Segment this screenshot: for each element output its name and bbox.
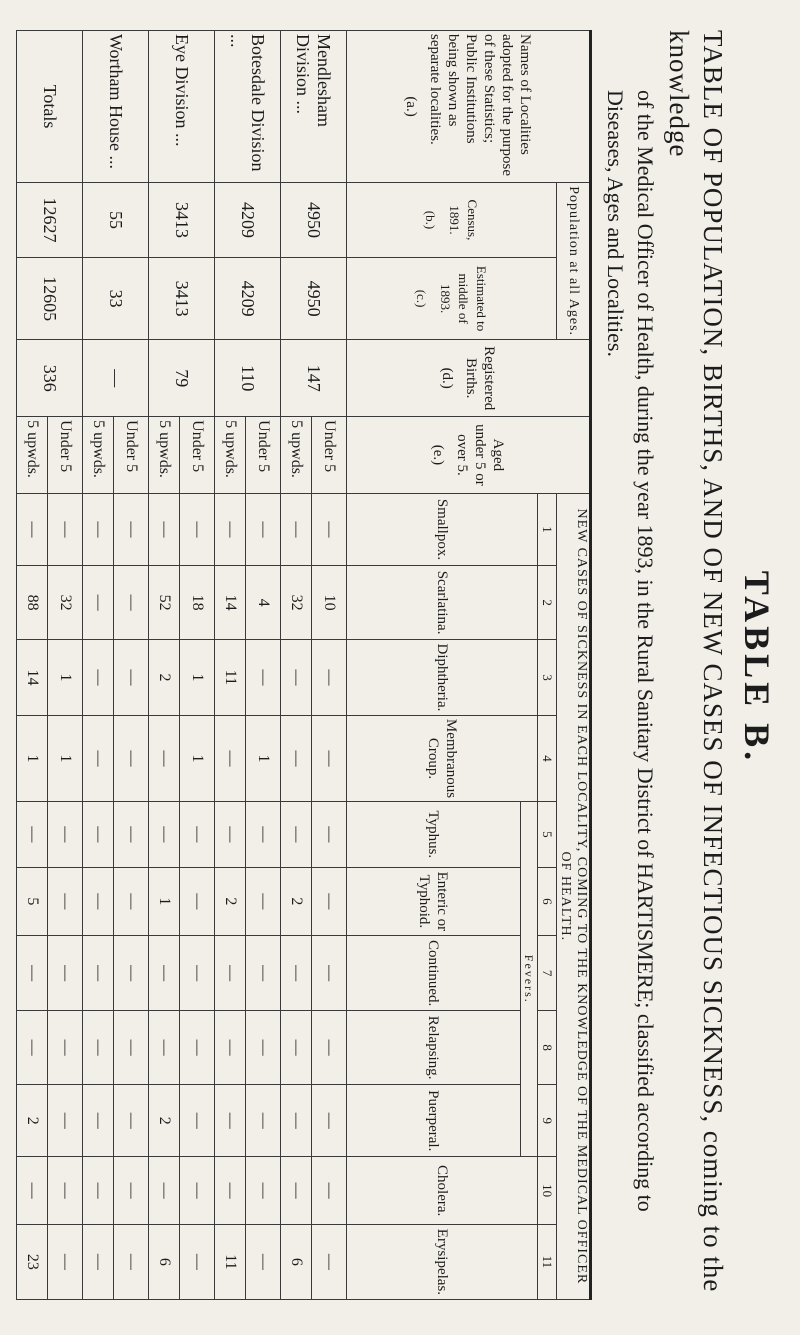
case-count: — [83, 867, 114, 936]
column-number: 8 [538, 1011, 557, 1085]
case-count: 1 [17, 715, 48, 801]
case-count: 2 [215, 867, 246, 936]
case-count: 6 [281, 1224, 312, 1299]
header-census [347, 183, 557, 258]
case-count: 1 [48, 715, 83, 801]
header-letter-a: (a.) [403, 96, 419, 117]
header-aged [347, 417, 591, 494]
births-value: — [83, 340, 149, 417]
case-count: — [17, 802, 48, 868]
case-count: — [215, 493, 246, 566]
case-count: — [312, 493, 347, 566]
estimated-value: 12605 [17, 257, 83, 339]
case-count: — [246, 639, 281, 715]
case-count: — [114, 867, 149, 936]
header-disease: Puerperal. [347, 1084, 521, 1156]
case-count: 11 [215, 1224, 246, 1299]
case-count: — [114, 1224, 149, 1299]
case-count: — [180, 1224, 215, 1299]
table-subtitle-2: Diseases, Ages and Localities. [603, 90, 628, 357]
case-count: — [246, 1011, 281, 1085]
case-count: — [149, 715, 180, 801]
case-count: 1 [149, 867, 180, 936]
table-subtitle: of the Medical Officer of Health, during the year 1893, in the Rural Sanitary District of HARTISMERE; classified according to [633, 90, 658, 1212]
case-count: — [312, 867, 347, 936]
case-count: 11 [215, 639, 246, 715]
case-count: 14 [17, 639, 48, 715]
header-disease: Erysipelas. [347, 1224, 538, 1299]
case-count: — [114, 566, 149, 640]
case-count: — [312, 1157, 347, 1224]
age-label-over: 5 upwds. [83, 417, 114, 494]
case-count: 52 [149, 566, 180, 640]
case-count: — [180, 1157, 215, 1224]
estimated-value: 3413 [149, 257, 215, 339]
case-count: — [246, 936, 281, 1011]
header-letter-d: (d.) [439, 367, 455, 389]
age-label-over: 5 upwds. [149, 417, 180, 494]
age-label-under: Under 5 [114, 417, 149, 494]
locality-name: Mendlesham Division ... [281, 31, 347, 183]
header-aged-text: Aged under 5 or over 5. [454, 424, 506, 486]
case-count: — [48, 936, 83, 1011]
census-value: 4950 [281, 183, 347, 258]
case-count: — [215, 936, 246, 1011]
case-count: — [246, 802, 281, 868]
case-count: — [17, 1011, 48, 1085]
estimated-value: 4950 [281, 257, 347, 339]
case-count: — [48, 1011, 83, 1085]
case-count: — [281, 493, 312, 566]
column-number: 1 [538, 493, 557, 566]
births-value: 336 [17, 340, 83, 417]
case-count: — [312, 639, 347, 715]
header-letter-e: (e.) [430, 444, 446, 466]
case-count: — [312, 802, 347, 868]
case-count: — [83, 566, 114, 640]
case-count: 1 [180, 715, 215, 801]
case-count: — [114, 802, 149, 868]
age-label-over: 5 upwds. [215, 417, 246, 494]
header-census-text: Census, 1891. [447, 199, 481, 241]
case-count: — [149, 493, 180, 566]
case-count: — [180, 1084, 215, 1156]
age-label-over: 5 upwds. [17, 417, 48, 494]
case-count: 32 [48, 566, 83, 640]
header-births-text: Registered Births. [463, 346, 497, 411]
case-count: — [48, 1224, 83, 1299]
case-count: 1 [180, 639, 215, 715]
header-estimated-text: Estimated to middle of 1893. [438, 265, 490, 332]
census-value: 3413 [149, 183, 215, 258]
header-letter-b: (b.) [423, 210, 439, 230]
case-count: 2 [17, 1084, 48, 1156]
case-count: — [281, 1011, 312, 1085]
case-count: — [246, 1084, 281, 1156]
header-letter-c: (c.) [414, 289, 430, 308]
case-count: — [215, 802, 246, 868]
case-count: — [215, 1157, 246, 1224]
case-count: — [48, 1157, 83, 1224]
case-count: — [246, 1157, 281, 1224]
case-count: — [48, 867, 83, 936]
header-disease: Scarlatina. [347, 566, 538, 640]
case-count: — [114, 936, 149, 1011]
header-disease: Relapsing. [347, 1011, 521, 1085]
case-count: 14 [215, 566, 246, 640]
case-count: — [312, 1224, 347, 1299]
case-count: — [180, 1011, 215, 1085]
case-count: — [83, 1157, 114, 1224]
case-count: — [312, 936, 347, 1011]
header-disease: Cholera. [347, 1157, 538, 1224]
census-value: 55 [83, 183, 149, 258]
age-label-under: Under 5 [246, 417, 281, 494]
case-count: 1 [246, 715, 281, 801]
case-count: — [149, 1011, 180, 1085]
case-count: — [17, 936, 48, 1011]
case-count: — [180, 802, 215, 868]
column-number: 4 [538, 715, 557, 801]
case-count: — [246, 493, 281, 566]
case-count: 6 [149, 1224, 180, 1299]
case-count: — [246, 867, 281, 936]
header-sickness-banner: NEW CASES OF SICKNESS IN EACH LOCALITY, COMING TO THE KNOWLEDGE OF THE MEDICAL OFFICER OF HEALTH. [557, 493, 591, 1299]
case-count: — [83, 1224, 114, 1299]
case-count: 88 [17, 566, 48, 640]
column-number: 7 [538, 936, 557, 1011]
case-count: — [149, 802, 180, 868]
case-count: — [180, 493, 215, 566]
header-births [347, 340, 591, 417]
case-count: — [312, 715, 347, 801]
case-count: — [149, 936, 180, 1011]
estimated-value: 4209 [215, 257, 281, 339]
header-estimated [347, 257, 557, 339]
table-label: TABLE B. [737, 570, 777, 765]
case-count: — [17, 493, 48, 566]
column-number: 3 [538, 639, 557, 715]
column-number: 11 [538, 1224, 557, 1299]
case-count: — [281, 715, 312, 801]
case-count: — [83, 802, 114, 868]
case-count: — [114, 493, 149, 566]
case-count: 4 [246, 566, 281, 640]
case-count: 10 [312, 566, 347, 640]
case-count: — [83, 639, 114, 715]
case-count: — [215, 1011, 246, 1085]
estimated-value: 33 [83, 257, 149, 339]
header-disease: Continued. [347, 936, 521, 1011]
case-count: — [215, 1084, 246, 1156]
column-number: 9 [538, 1084, 557, 1156]
header-disease: Typhus. [347, 802, 521, 868]
case-count: 23 [17, 1224, 48, 1299]
births-value: 110 [215, 340, 281, 417]
case-count: — [114, 1011, 149, 1085]
case-count: 2 [149, 639, 180, 715]
case-count: — [48, 493, 83, 566]
header-locality-text: Names of Localities adopted for the purpose of these Statistics; Public Institutions being shown as separate localities. [427, 34, 533, 177]
case-count: 18 [180, 566, 215, 640]
header-disease: Membranous Croup. [347, 715, 538, 801]
age-label-under: Under 5 [180, 417, 215, 494]
header-disease: Enteric or Typhoid. [347, 867, 521, 936]
age-label-under: Under 5 [312, 417, 347, 494]
case-count: — [83, 493, 114, 566]
case-count: — [83, 715, 114, 801]
case-count: — [281, 802, 312, 868]
locality-name: Eye Division ... [149, 31, 215, 183]
case-count: — [246, 1224, 281, 1299]
header-population: Population at all Ages. [557, 183, 591, 340]
case-count: — [180, 867, 215, 936]
case-count: — [281, 1157, 312, 1224]
case-count: 1 [48, 639, 83, 715]
case-count: 32 [281, 566, 312, 640]
case-count: 5 [17, 867, 48, 936]
census-value: 4209 [215, 183, 281, 258]
census-value: 12627 [17, 183, 83, 258]
case-count: — [17, 1157, 48, 1224]
case-count: 2 [149, 1084, 180, 1156]
case-count: — [281, 1084, 312, 1156]
case-count: — [114, 1157, 149, 1224]
case-count: — [281, 639, 312, 715]
births-value: 79 [149, 340, 215, 417]
case-count: — [281, 936, 312, 1011]
case-count: — [114, 1084, 149, 1156]
case-count: — [312, 1084, 347, 1156]
locality-name: Botesdale Division ... [215, 31, 281, 183]
header-disease: Diphtheria. [347, 639, 538, 715]
case-count: — [48, 802, 83, 868]
table-title: TABLE OF POPULATION, BIRTHS, AND OF NEW CASES OF INFECTIOUS SICKNESS, coming to the knowledge [664, 30, 728, 1293]
births-value: 147 [281, 340, 347, 417]
case-count: — [83, 1011, 114, 1085]
case-count: — [114, 639, 149, 715]
age-label-over: 5 upwds. [281, 417, 312, 494]
age-label-under: Under 5 [48, 417, 83, 494]
case-count: 2 [281, 867, 312, 936]
case-count: — [83, 1084, 114, 1156]
header-fevers: Fevers. [521, 802, 538, 1157]
column-number: 2 [538, 566, 557, 640]
case-count: — [83, 936, 114, 1011]
statistics-table [16, 30, 592, 1300]
case-count: — [312, 1011, 347, 1085]
locality-name: Totals [17, 31, 83, 183]
case-count: — [149, 1157, 180, 1224]
case-count: — [114, 715, 149, 801]
case-count: — [215, 715, 246, 801]
column-number: 10 [538, 1157, 557, 1224]
locality-name: Wortham House ... [83, 31, 149, 183]
header-disease: Smallpox. [347, 493, 538, 566]
column-number: 6 [538, 867, 557, 936]
column-number: 5 [538, 802, 557, 868]
case-count: — [48, 1084, 83, 1156]
header-locality [347, 31, 591, 183]
case-count: — [180, 936, 215, 1011]
